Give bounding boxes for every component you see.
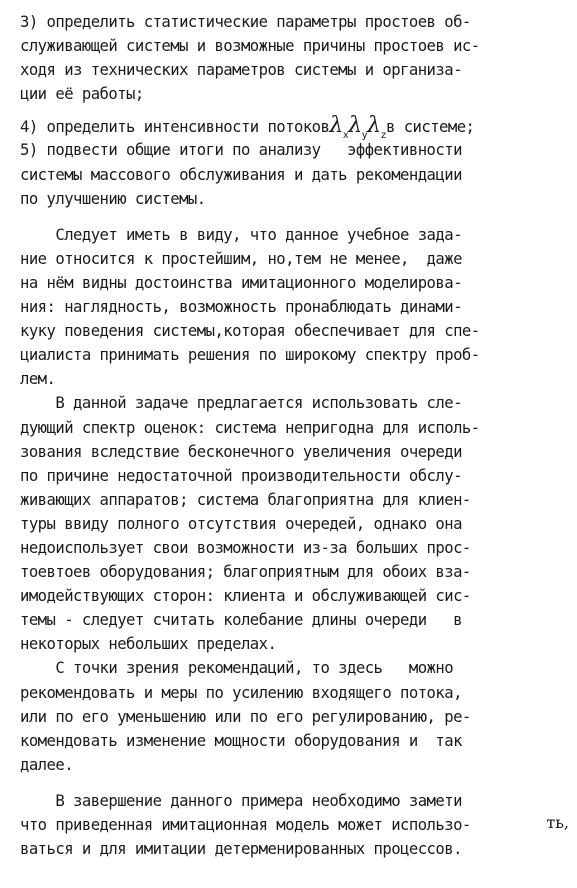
- text-line: ние относится к простейшим, но,тем не менее, даже: [20, 249, 462, 268]
- text-line: тоевтоев оборудования; благоприятным для обоих вза-: [20, 563, 471, 582]
- text-line: темы - следует считать колебание длины очереди в: [20, 611, 462, 630]
- text-line: комендовать изменение мощности оборудования и так: [20, 731, 462, 750]
- item4-suffix: в системе;: [386, 118, 475, 137]
- handwritten-correction: ть,: [546, 813, 569, 832]
- text-line: рекомендовать и меры по усилению входящего потока,: [20, 683, 462, 702]
- text-line: недоиспользует свои возможности из-за больших прос-: [20, 538, 471, 557]
- text-line: ции её работы;: [20, 85, 144, 104]
- text-line: по причине недостаточной производительности обслу-: [20, 466, 462, 485]
- document-page: [20, 10, 566, 861]
- text-line: циалиста принимать решения по широкому спектру проб-: [20, 346, 480, 365]
- subscript-z: z: [380, 130, 387, 142]
- text-line: С точки зрения рекомендаций, то здесь можно: [20, 659, 454, 678]
- text-line: что приведенная имитационная модель может использо-: [20, 816, 471, 834]
- text-line: дующий спектр оценок: система непригодна для исполь-: [20, 418, 480, 437]
- text-line: служивающей системы и возможные причины простоев ис-: [20, 37, 480, 56]
- text-line: В данной задаче предлагается использовать сле-: [20, 394, 462, 413]
- text-line: [20, 113, 566, 142]
- text-line: ходя из технических параметров системы и организа-: [20, 61, 462, 80]
- text-line: ваться и для имитации детерменированных процессов.: [20, 840, 462, 859]
- text-line: куку поведения системы,которая обеспечивает для спе-: [20, 322, 480, 341]
- text-line: ния: наглядность, возможность пронаблюдать динами-: [20, 298, 462, 317]
- text-line: Следует иметь в виду, что данное учебное зада-: [20, 225, 462, 244]
- text-line: 3) определить статистические параметры простоев об-: [20, 13, 471, 31]
- text-line: зования вследствие бесконечного увеличения очереди: [20, 442, 462, 461]
- text-line: 5) подвести общие итоги по анализу эффективности: [20, 141, 462, 160]
- list-item-3: [20, 10, 566, 106]
- paragraph-2: [20, 391, 566, 656]
- text-line: системы массового обслуживания и дать рекомендации: [20, 165, 462, 184]
- list-item-4: [20, 113, 566, 142]
- paragraph-4: [20, 789, 566, 861]
- text-line: туры ввиду полного отсутствия очередей, однако она: [20, 514, 462, 533]
- subscript-x: x: [342, 130, 349, 142]
- text-line: имодействующих сторон: клиента и обслуживающей сис-: [20, 587, 471, 606]
- lambda-symbol: λ: [367, 113, 381, 139]
- list-item-5: [20, 138, 566, 210]
- paragraph-3: [20, 656, 566, 776]
- subscript-y: y: [361, 130, 368, 142]
- text-line: лем.: [20, 370, 56, 389]
- text-line: живающих аппаратов; система благоприятна для клиен-: [20, 490, 471, 509]
- lambda-symbol: λ: [348, 113, 362, 139]
- item4-prefix: 4) определить интенсивности потоков: [20, 118, 330, 137]
- paragraph-1: [20, 223, 566, 392]
- text-line: или по его уменьшению или по его регулированию, ре-: [20, 707, 471, 726]
- text-line: некоторых небольших пределах.: [20, 635, 277, 654]
- text-line: на нём видны достоинства имитационного моделирова-: [20, 273, 462, 292]
- text-line: В завершение данного примера необходимо замети: [20, 791, 462, 810]
- lambda-symbol: λ: [329, 113, 343, 139]
- text-line: по улучшению системы.: [20, 189, 206, 208]
- text-line: далее.: [20, 755, 74, 774]
